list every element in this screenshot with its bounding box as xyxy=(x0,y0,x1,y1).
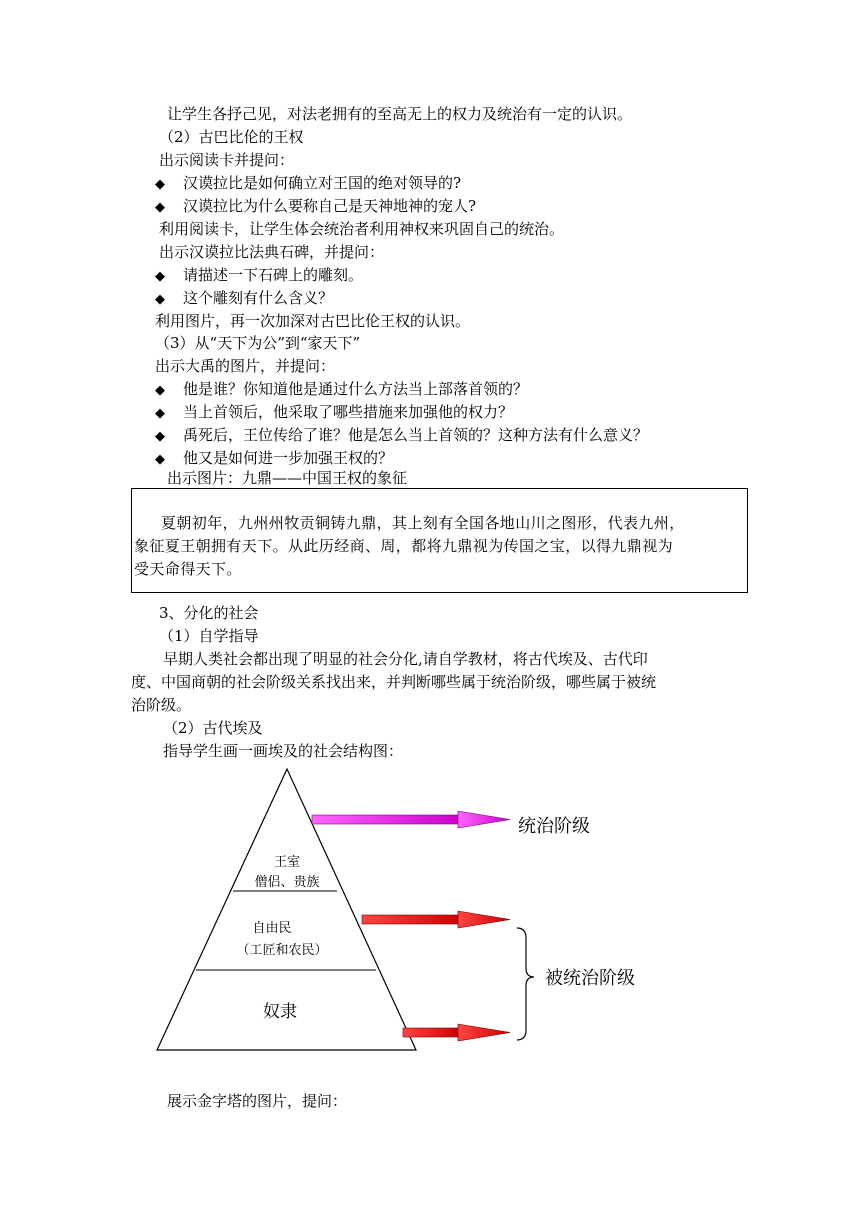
section-heading: （2）古巴比伦的王权 xyxy=(159,128,304,146)
box-text: 受天命得天下。 xyxy=(134,560,242,578)
section-heading: （1）自学指导 xyxy=(159,627,259,645)
text-line: 出示阅读卡并提问： xyxy=(159,151,295,169)
diamond-bullet-icon: ◆ xyxy=(155,406,165,421)
text-line: 指导学生画一画埃及的社会结构图： xyxy=(163,742,404,760)
diamond-bullet-icon: ◆ xyxy=(155,200,165,215)
section-heading: （2）古代埃及 xyxy=(163,719,263,737)
text-line: 展示金字塔的图片，提问： xyxy=(167,1092,348,1110)
bullet-item: ◆ 他又是如何进一步加强王权的？ xyxy=(155,448,393,470)
tier-royal-label: 王室 xyxy=(273,855,301,870)
bullet-item: ◆ 汉谟拉比是如何确立对王国的绝对领导的? xyxy=(155,173,461,195)
arrow-right-icon xyxy=(403,1024,510,1041)
bullet-item: ◆ 当上首领后，他采取了哪些措施来加强他的权力？ xyxy=(155,402,513,424)
text-line: 利用阅读卡，让学生体会统治者利用神权来巩固自己的统治。 xyxy=(159,220,565,238)
arrow-right-icon xyxy=(362,911,510,928)
bullet-item: ◆ 他是谁？你知道他是通过什么方法当上部落首领的？ xyxy=(155,379,528,401)
diamond-bullet-icon: ◆ xyxy=(155,292,165,307)
box-text: 象征夏王朝拥有天下。从此历经商、周，都将九鼎视为传国之宝，以得九鼎视为 xyxy=(134,537,674,555)
brace-icon xyxy=(517,928,534,1040)
text-line: 早期人类社会都出现了明显的社会分化,请自学教材，将古代埃及、古代印 xyxy=(163,650,648,668)
diamond-bullet-icon: ◆ xyxy=(155,177,165,192)
text-line: 出示图片：九鼎——中国王权的象征 xyxy=(167,469,408,487)
text-line: 利用图片，再一次加深对古巴比伦王权的认识。 xyxy=(155,312,471,330)
arrow-right-icon xyxy=(312,811,510,828)
tier-slaves-label: 奴隶 xyxy=(263,1002,297,1022)
tier-freemen-sub-label: （工匠和农民） xyxy=(236,943,328,958)
diamond-bullet-icon: ◆ xyxy=(155,269,165,284)
tier-freemen-label: 自由民 xyxy=(252,921,292,936)
diamond-bullet-icon: ◆ xyxy=(155,383,165,398)
diamond-bullet-icon: ◆ xyxy=(155,429,165,444)
ruled-class-label: 被统治阶级 xyxy=(545,968,635,989)
bullet-item: ◆ 禹死后，王位传给了谁？他是怎么当上首领的？这种方法有什么意义？ xyxy=(155,425,648,447)
ruling-class-label: 统治阶级 xyxy=(518,816,590,837)
bullet-item: ◆ 这个雕刻有什么含义？ xyxy=(155,288,333,310)
text-line: 度、中国商朝的社会阶级关系找出来，并判断哪些属于统治阶级，哪些属于被统 xyxy=(131,673,657,691)
text-line: 出示大禹的图片，并提问： xyxy=(155,357,336,375)
bullet-item: ◆ 汉谟拉比为什么要称自己是天神地神的宠人? xyxy=(155,196,476,218)
text-line: 治阶级。 xyxy=(131,696,192,714)
diamond-bullet-icon: ◆ xyxy=(155,452,165,467)
bullet-item: ◆ 请描述一下石碑上的雕刻。 xyxy=(155,265,363,287)
text-line: 出示汉谟拉比法典石碑，并提问： xyxy=(159,243,385,261)
box-text: 夏朝初年，九州州牧贡铜铸九鼎，其上刻有全国各地山川之图形，代表九州， xyxy=(161,514,685,532)
section-heading: （3）从“天下为公”到“家天下” xyxy=(155,334,361,352)
text-line: 让学生各抒己见，对法老拥有的至高无上的权力及统治有一定的认识。 xyxy=(167,105,633,123)
tier-priests-label: 僧侣、贵族 xyxy=(254,875,320,890)
section-heading: 3、分化的社会 xyxy=(159,604,259,622)
